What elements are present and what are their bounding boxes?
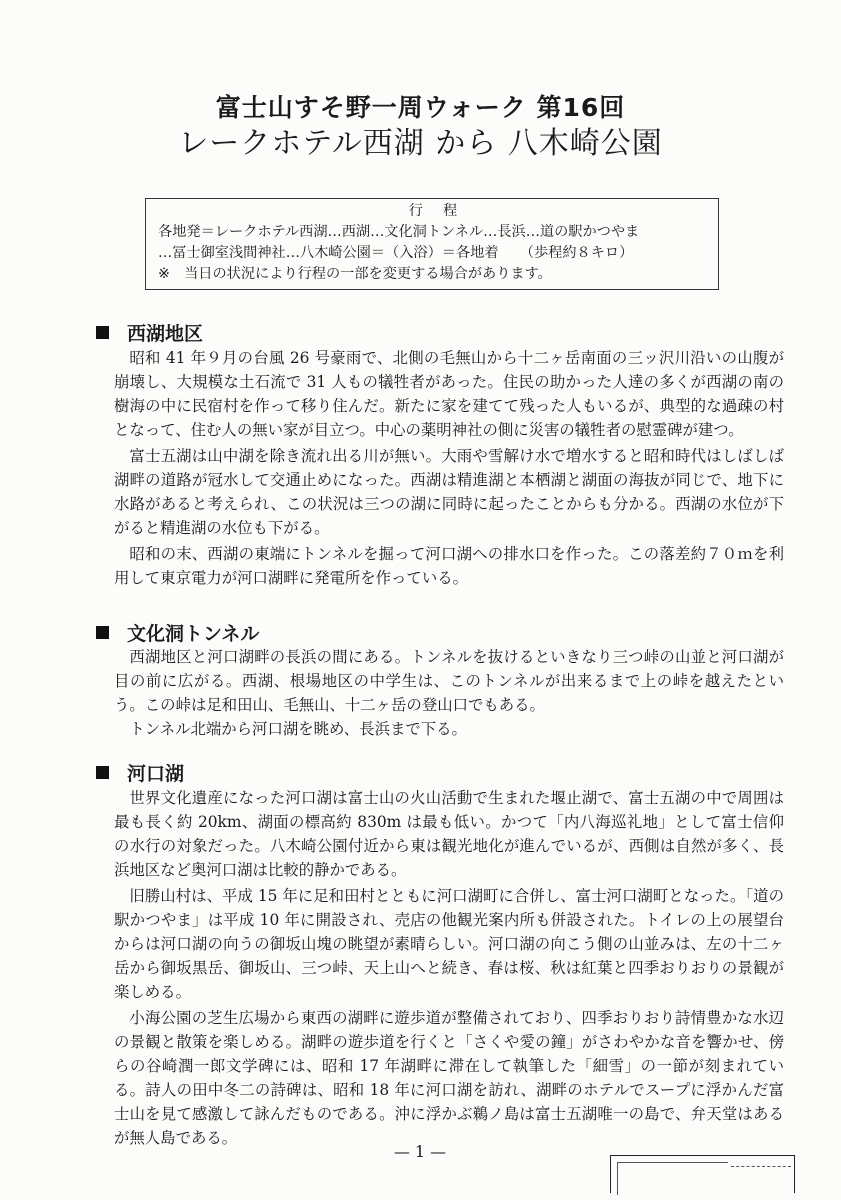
square-bullet-icon [96,626,109,639]
section-heading-saiko [96,318,796,346]
paragraph: 西湖地区と河口湖畔の長浜の間にある。トンネルを抜けるといきなり三つ峠の山並と河口湖が目の前に広がる。西湖、根場地区の中学生は、このトンネルが出来るまで上の峠を越えたという。この峠は足和田山、毛無山、十二ヶ岳の登山口でもある。 [114,648,784,714]
paragraph: 旧勝山村は、平成 15 年に足和田村とともに河口湖町に合併し、富士河口湖町となった。「道の駅かつやま」は平成 10 年に開設され、売店の他観光案内所も併設された。トイレの上の展望台からは河口湖の向うの御坂山塊の眺望が素晴らしい。河口湖の向こう側の山並みは、左の十二ヶ岳から御坂黒岳、御坂山、三つ峠、天上山へと続き、春は桜、秋は紅葉と四季おりおりの景観が楽しめる。 [114,887,784,1001]
section-heading-kawaguchiko [96,758,796,786]
paragraph: 富士五湖は山中湖を除き流れ出る川が無い。大雨や雪解け水で増水すると昭和時代はしばしば湖畔の道路が冠水して交通止めになった。西湖は精進湖と本栖湖と湖面の海抜が同じで、地下に水路があると考えられ、この状況は三つの湖に同時に起ったことからも分かる。西湖の水位が下がると精進湖の水位も下がる。 [114,447,784,537]
paragraph: 昭和 41 年９月の台風 26 号豪雨で、北側の毛無山から十二ヶ岳南面の三ッ沢川沿いの山腹が崩壊し、大規模な土石流で 31 人もの犠牲者があった。住民の助かった人達の多くが西湖の南の樹海の中に民宿村を作って移り住んだ。新たに家を建てて残った人もいるが、典型的な過疎の村となって、住む人の無い家が目立つ。中心の薬明神社の側に災害の犠牲者の慰霊碑が建つ。 [114,349,784,439]
paragraph: トンネル北端から河口湖を眺め、長浜まで下る。 [129,720,467,738]
itinerary-heading: 行程 [408,203,478,219]
section-body-bunkado [114,645,784,741]
itinerary-note: ※ 当日の状況により行程の一部を変更する場合があります。 [158,266,552,282]
square-bullet-icon [96,326,109,339]
stamp-box [610,1155,795,1193]
itinerary-line: 各地発＝レークホテル西湖…西湖…文化洞トンネル…長浜…道の駅かつやま [158,224,640,240]
section-title: 西湖地区 [127,322,204,345]
paragraph: 昭和の末、西湖の東端にトンネルを掘って河口湖への排水口を作った。この落差約７０ｍを利用して東京電力が河口湖畔に発電所を作っている。 [114,545,784,587]
paragraph: 小海公園の芝生広場から東西の湖畔に遊歩道が整備されており、四季おりおり詩情豊かな水辺の景観と散策を楽しめる。湖畔の遊歩道を行くと「さくや愛の鐘」がさわやかな音を響かせ、傍らの谷崎潤一郎文学碑には、昭和 17 年湖畔に滞在して執筆した「細雪」の一節が刻まれている。詩人の田中冬二の詩碑は、昭和 18 年に河口湖を訪れ、湖畔のホテルでスープに浮かんだ富士山を見て感激して詠んだものである。沖に浮かぶ鵜ノ島は富士五湖唯一の島で、弁天堂はあるが無人島である。 [114,1009,784,1147]
section-title: 文化洞トンネル [127,622,260,645]
section-body-kawaguchiko [114,786,784,1150]
stamp-dashed-line [731,1166,791,1167]
section-title: 河口湖 [127,762,185,785]
section-body-saiko [114,346,784,590]
square-bullet-icon [96,766,109,779]
stamp-inner-frame [617,1162,728,1195]
page-number: — 1 — [393,1142,447,1161]
page-subtitle: レークホテル西湖 から 八木崎公園 [178,126,663,161]
itinerary-box [145,198,719,290]
section-heading-bunkado [96,618,796,646]
page-title: 富士山すそ野一周ウォーク 第16回 [215,93,626,122]
paragraph: 世界文化遺産になった河口湖は富士山の火山活動で生まれた堰止湖で、富士五湖の中で周囲は最も長く約 20km、湖面の標高約 830m は最も低い。かつて「内八海巡礼地」として富士信仰の水行の対象だった。八木崎公園付近から東は観光地化が進んでいるが、西側は自然が多く、長浜地区など奥河口湖は比較的静かである。 [114,789,784,879]
itinerary-line: …冨士御室浅間神社…八木崎公園＝（入浴）＝各地着 （歩程約８キロ） [158,245,634,261]
